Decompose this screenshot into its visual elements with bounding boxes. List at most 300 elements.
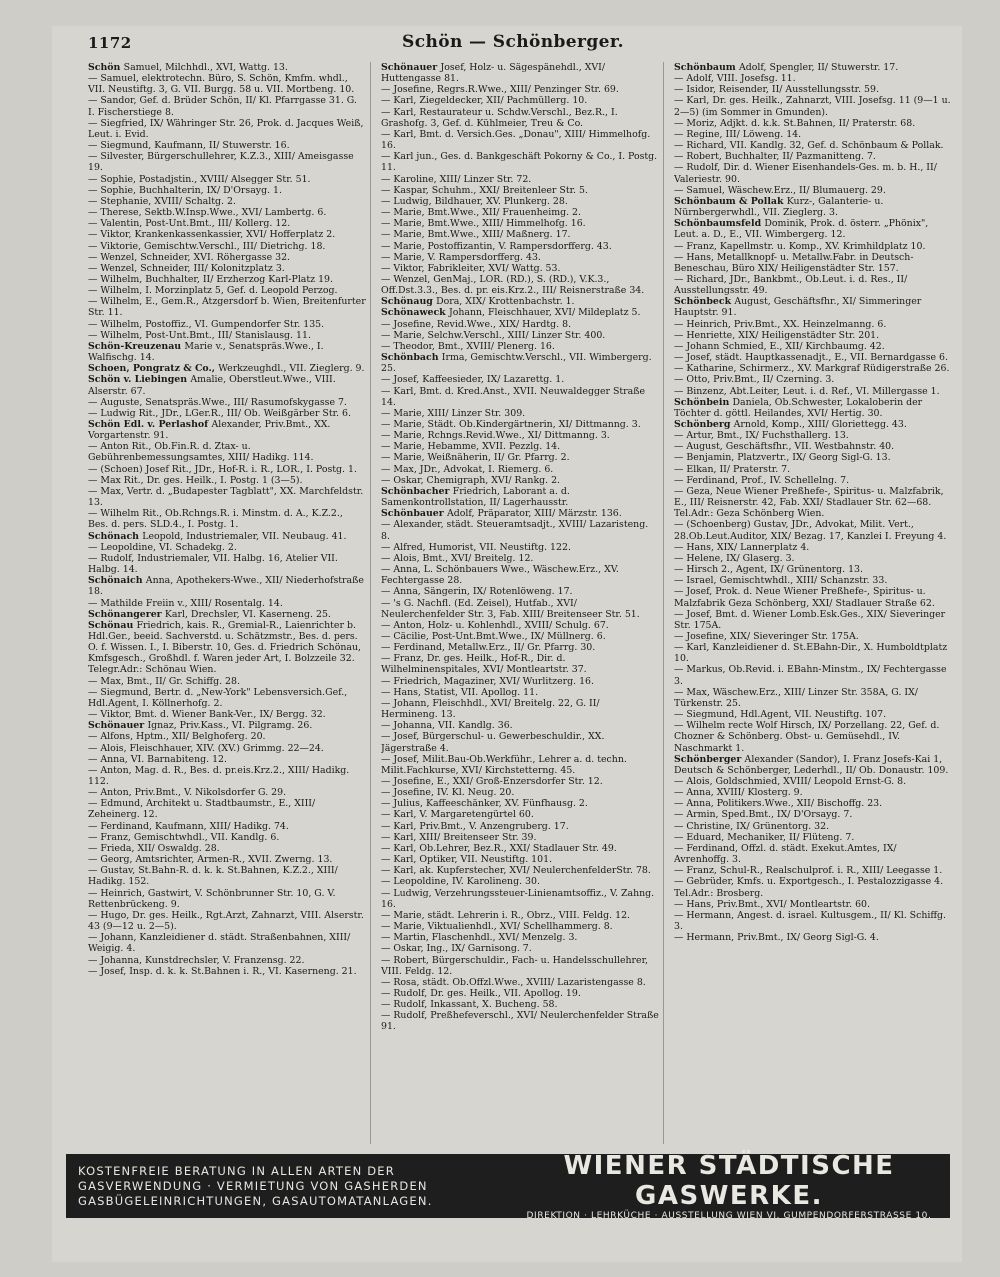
running-head: Schön — Schönberger. [402, 32, 624, 52]
entry-surname: Schönbacher [381, 485, 453, 497]
directory-entry [674, 73, 952, 84]
entry-details: — Karl, Bmt. d. Versich.Ges. „Donau", XIII/ Himmelhofg. 16. [381, 128, 651, 152]
directory-entry [88, 263, 366, 274]
entry-details: — Josefine, IV. Kl. Neug. 20. [381, 787, 515, 799]
directory-entry [674, 452, 952, 463]
directory-entry [88, 419, 366, 441]
directory-entry [381, 464, 659, 475]
entry-details: — Franz, Kapellmstr. u. Komp., XV. Krimhildplatz 10. [674, 240, 926, 252]
directory-entry [381, 452, 659, 463]
entry-details: — Hermann, Angest. d. israel. Kultusgem., II/ Kl. Schiffg. 3. [674, 909, 947, 933]
entry-details: — Ferdinand, Metallw.Erz., II/ Gr. Pfarrg. 30. [381, 642, 596, 654]
directory-entry [674, 95, 952, 117]
entry-details: — Gebrüder, Kmfs. u. Exportgesch., I. Pestalozzigasse 4. Tel.Adr.: Brosberg. [674, 876, 944, 899]
directory-entry [88, 441, 366, 463]
entry-details: — Josef, Milit.Bau-Ob.Werkführ., Lehrer a. d. techn. Milit.Fachkurse, XVI/ Kirchstetterng. 45. [381, 753, 627, 776]
entry-details: — Marie, Weißnäherin, II/ Gr. Pfarrg. 2. [381, 452, 570, 464]
entry-details: — Theodor, Bmt., XVIII/ Plenerg. 16. [381, 340, 555, 352]
directory-entry [381, 174, 659, 185]
directory-entry [381, 631, 659, 642]
entry-details: — Rudolf, Preßhefeverschl., XVI/ Neulerchenfelder Straße 91. [381, 1010, 659, 1033]
directory-entry [88, 531, 366, 542]
entry-surname: Schönauer [88, 720, 148, 732]
directory-entry [88, 397, 366, 408]
entry-details: — Friedrich, Magaziner, XVI/ Wurlitzerg. 16. [381, 675, 594, 687]
entry-details: Leopold, Industriemaler, VII. Neubaug. 41. [142, 530, 347, 542]
page-header [88, 32, 938, 58]
entry-details: Alexander (Sandor), I. Franz Josefs-Kai 1, Deutsch & Schönberger, Lederhdl., II/ Ob. Donaustr. 109. [674, 753, 949, 776]
entry-details: — Wenzel, Schneider, III/ Kolonitzplatz 3. [88, 262, 285, 274]
directory-entry [88, 330, 366, 341]
entry-details: — Heinrich, Priv.Bmt., XX. Heinzelmanng. 6. [674, 318, 887, 330]
entry-details: — Marie, Postoffizantin, V. Rampersdorfferg. 43. [381, 240, 612, 252]
directory-entry [381, 352, 659, 374]
entry-surname: Schönberg [674, 419, 734, 430]
directory-entry [674, 397, 952, 419]
directory-entry [674, 709, 952, 720]
directory-entry [88, 910, 366, 932]
directory-entry [88, 787, 366, 798]
entry-details: — Max, Bmt., II/ Gr. Schiffg. 28. [88, 675, 240, 687]
entry-surname: Schön [88, 62, 124, 73]
entry-details: — Wilhelm, I. Morzinplatz 5, Gef. d. Leopold Perzog. [88, 285, 338, 297]
entry-details: — Karl jun., Ges. d. Bankgeschäft Pokorny & Co., I. Postg. 11. [381, 151, 658, 174]
directory-entry [381, 542, 659, 553]
entry-details: — Marie, Selchw.Verschl., XIII/ Linzer Str. 400. [381, 329, 606, 341]
entry-details: — Karl, ak. Kupferstecher, XVI/ NeulerchenfelderStr. 78. [381, 865, 651, 877]
directory-entry [674, 218, 952, 240]
entry-details: — Johann, Fleischhdl., XVI/ Breitelg. 22, G. II/ Hermineng. 13. [381, 697, 600, 721]
directory-entry [674, 374, 952, 385]
directory-entry [381, 151, 659, 173]
entry-details: — Siegfried, IX/ Währinger Str. 26, Prok. d. Jacques Weiß, Leut. i. Evid. [88, 117, 364, 140]
ad-brand: WIENER STÄDTISCHE GASWERKE. [563, 1151, 895, 1211]
entry-details: — Karl, V. Margaretengürtel 60. [381, 809, 534, 821]
entry-details: — Artur, Bmt., IX/ Fuchsthallerg. 13. [674, 430, 849, 442]
entry-details: — Josef, Bürgerschul- u. Gewerbeschuldir., XX. Jägerstraße 4. [381, 731, 605, 754]
directory-entry [381, 419, 659, 430]
directory-entry [674, 776, 952, 787]
entry-details: August, Geschäftsfhr., XI/ Simmeringer Hauptstr. 91. [674, 296, 922, 319]
directory-entry [674, 419, 952, 430]
entry-surname: Schönaweck [381, 307, 449, 319]
entry-details: — Marie, Bmt.Wwe., XII/ Frauenheimg. 2. [381, 207, 582, 219]
entry-details: — Josef, Kaffeesieder, IX/ Lazarettg. 1. [381, 374, 565, 386]
entry-details: — Oskar, Chemigraph, XVI/ Rankg. 2. [381, 474, 561, 486]
directory-columns [88, 62, 952, 1144]
entry-details: — Therese, Sektb.W.Insp.Wwe., XVI/ Lambertg. 6. [88, 207, 327, 219]
directory-entry [674, 319, 952, 330]
directory-entry [88, 218, 366, 229]
directory-entry [381, 241, 659, 252]
entry-details: — Frieda, XII/ Oswaldg. 28. [88, 842, 220, 854]
ad-text [66, 1164, 508, 1209]
directory-entry [674, 631, 952, 642]
column-1 [88, 62, 371, 1144]
page-number: 1172 [88, 34, 132, 52]
entry-details: — Wilhelm, Post-Unt.Bmt., III/ Stanislausg. 11. [88, 329, 311, 341]
entry-details: — Rosa, städt. Ob.Offzl.Wwe., XVIII/ Lazaristengasse 8. [381, 976, 646, 988]
directory-entry [381, 196, 659, 207]
directory-entry [674, 553, 952, 564]
entry-surname: Schönauer [381, 62, 441, 73]
entry-details: — Hans, XIX/ Lannerplatz 4. [674, 541, 810, 553]
entry-details: — Geza, Neue Wiener Preßhefe-, Spiritus- u. Malzfabrik, E., III/ Reisnerstr. 42, Fab. XXI/ Stadlauer Str. 62—68. Tel.Adr.: Geza Schönberg Wien. [674, 485, 944, 520]
entry-details: — Max Rit., Dr. ges. Heilk., I. Postg. 1 (3—5). [88, 474, 303, 486]
entry-details: Samuel, Milchhdl., XVI, Wattg. 13. [123, 62, 288, 73]
directory-entry [88, 542, 366, 553]
directory-entry [674, 140, 952, 151]
entry-details: — Franz, Dr. ges. Heilk., Hof-R., Dir. d. Wilhelminenspitales, XVI/ Montleartstr. 37. [381, 653, 587, 676]
directory-entry [88, 174, 366, 185]
entry-details: — Anton, Mag. d. R., Bes. d. pr.eis.Krz.2., XIII/ Hadikg. 112. [88, 764, 350, 787]
directory-entry [381, 687, 659, 698]
entry-details: — Max, JDr., Advokat, I. Riemerg. 6. [381, 463, 554, 475]
directory-entry [88, 252, 366, 263]
entry-details: — Binzenz, Abt.Leiter, Leut. i. d. Ref., VI. Millergasse 1. [674, 385, 940, 397]
directory-entry [381, 519, 659, 541]
ad-subline: DIREKTION · LEHRKÜCHE · AUSSTELLUNG WIEN VI. GUMPENDORFERSTRASSE 10. [526, 1211, 932, 1221]
entry-details: Anna, Apothekers-Wwe., XII/ Niederhofstraße 18. [88, 575, 364, 598]
entry-details: — Josef, Insp. d. k. k. St.Bahnen i. R., VI. Kaserneng. 21. [88, 965, 357, 977]
entry-details: — Siegmund, Hdl.Agent, VII. Neustiftg. 107. [674, 709, 887, 721]
entry-details: — Wilhelm, Buchhalter, II/ Erzherzog Karl-Platz 19. [88, 273, 333, 285]
gasworks-advertisement [66, 1151, 950, 1221]
directory-entry [674, 129, 952, 140]
entry-details: — Adolf, VIII. Josefsg. 11. [674, 73, 796, 85]
directory-entry [88, 464, 366, 475]
entry-surname: Schönaich [88, 575, 146, 587]
entry-details: — Karoline, XIII/ Linzer Str. 72. [381, 173, 532, 185]
entry-details: — Edmund, Architekt u. Stadtbaumstr., E., XIII/ Zeheinerg. 12. [88, 798, 316, 821]
directory-entry [88, 508, 366, 530]
entry-details: — Franz, Schul-R., Realschulprof. i. R., XIII/ Leegasse 1. [674, 865, 943, 877]
directory-entry [88, 118, 366, 140]
entry-details: — Isidor, Reisender, II/ Ausstellungsstr. 59. [674, 84, 879, 96]
entry-details: — Karl, Ziegeldecker, XII/ Pachmüllerg. 10. [381, 95, 588, 107]
entry-details: — Marie, Bmt.Wwe., XIII/ Himmelhofg. 16. [381, 218, 586, 230]
entry-details: — Markus, Ob.Revid. i. EBahn-Minstm., IX/ Fechtergasse 3. [674, 664, 947, 687]
entry-details: — Josef, städt. Hauptkassenadjt., E., VII. Bernardgasse 6. [674, 352, 948, 364]
directory-entry [381, 95, 659, 106]
entry-details: — Siegmund, Kaufmann, II/ Stuwerstr. 16. [88, 140, 290, 152]
entry-details: Irma, Gemischtw.Verschl., VII. Wimbergerg. 25. [381, 352, 652, 375]
directory-entry [381, 843, 659, 854]
entry-details: — Marie, Rchngs.Revid.Wwe., XI/ Dittmanng. 3. [381, 430, 610, 442]
directory-entry [381, 754, 659, 776]
entry-details: — Rudolf, Inkassant, X. Bucheng. 58. [381, 999, 558, 1011]
directory-entry [381, 486, 659, 508]
entry-details: — Ferdinand, Offzl. d. städt. Exekut.Amtes, IX/ Avrenhoffg. 3. [674, 842, 897, 866]
entry-details: Friedrich, kais. R., Gremial-R., Laienrichter b. Hdl.Ger., beeid. Sachverstd. u. Schätzmstr., Bes. d. pers. O. f. Wissen. I., I. Biberstr. 10, Ges. d. Friedrich Schönau, Kmfsgesch., Großhdl. f. Waren jeder Art, I. Bolzzeile 32. Telegr.Adr.: Schönau Wien. [88, 619, 361, 676]
entry-details: — Viktor, Krankenkassenkassier, XVI/ Hofferplatz 2. [88, 229, 336, 241]
directory-entry [88, 486, 366, 508]
entry-details: — Karl, Dr. ges. Heilk., Zahnarzt, VIII. Josefsg. 11 (9—1 u. 2—5) (im Sommer in Gmunden). [674, 95, 951, 118]
entry-details: — Ludwig, Bildhauer, XV. Plunkerg. 28. [381, 195, 568, 207]
entry-details: — Ferdinand, Kaufmann, XIII/ Hadikg. 74. [88, 820, 289, 832]
directory-entry [88, 363, 366, 374]
directory-entry [88, 229, 366, 240]
directory-entry [674, 586, 952, 608]
entry-surname: Schönaug [381, 296, 437, 308]
directory-entry [674, 876, 952, 898]
directory-entry [674, 754, 952, 776]
entry-details: — Karl, Bmt. d. Kred.Anst., XVII. Neuwaldegger Straße 14. [381, 385, 646, 408]
entry-details: — (Schoen) Josef Rit., JDr., Hof-R. i. R., LOR., I. Postg. 1. [88, 463, 357, 475]
entry-details: — Karl, Kanzleidiener d. St.EBahn-Dir., X. Humboldtplatz 10. [674, 642, 948, 665]
directory-entry [674, 62, 952, 73]
directory-entry [674, 162, 952, 184]
directory-entry [381, 731, 659, 753]
entry-details: — Silvester, Bürgerschullehrer, K.Z.3., XIII/ Ameisgasse 19. [88, 151, 354, 174]
directory-entry [674, 542, 952, 553]
directory-entry [674, 564, 952, 575]
directory-entry [674, 151, 952, 162]
directory-entry [381, 341, 659, 352]
entry-surname: Schön v. Liebingen [88, 374, 191, 386]
entry-details: — Karl, Restaurateur u. Schdw.Verschl., Bez.R., I. Grashofg. 3, Gef. d. Kühlmeier, Treu & Co. [381, 106, 618, 129]
entry-details: — Anton, Priv.Bmt., V. Nikolsdorfer G. 29. [88, 787, 287, 799]
entry-details: Johann, Fleischhauer, XVI/ Mildeplatz 5. [448, 307, 641, 319]
directory-entry [381, 274, 659, 296]
directory-entry [674, 720, 952, 753]
directory-entry [381, 921, 659, 932]
entry-surname: Schönangerer [88, 608, 165, 620]
directory-entry [381, 107, 659, 129]
directory-entry [674, 664, 952, 686]
entry-details: Alexander, Priv.Bmt., XX. Vorgartenstr. 91. [88, 419, 331, 442]
entry-details: — Robert, Bürgerschuldir., Fach- u. Handelsschullehrer, VIII. Feldg. 12. [381, 954, 649, 977]
entry-details: — Martin, Flaschenhdl., XVI/ Menzelg. 3. [381, 932, 578, 944]
entry-surname: Schönbaum & Pollak [674, 195, 787, 207]
directory-entry [674, 609, 952, 631]
directory-entry [674, 809, 952, 820]
directory-entry [674, 798, 952, 809]
entry-details: — Alfred, Humorist, VII. Neustiftg. 122. [381, 541, 571, 553]
directory-entry [381, 653, 659, 675]
directory-entry [88, 865, 366, 887]
entry-details: — Wenzel, GenMaj., LOR. (RD.), S. (RD.), V.K.3., Off.Dst.3.3., Bes. d. pr. eis.Krz.2., III/ Reisnerstraße 34. [381, 273, 645, 297]
directory-entry [381, 508, 659, 519]
entry-details: — Robert, Buchhalter, II/ Pazmanitteng. 7. [674, 151, 876, 163]
directory-entry [88, 285, 366, 296]
entry-details: — Alfons, Hptm., XII/ Belghoferg. 20. [88, 731, 266, 743]
directory-entry [674, 386, 952, 397]
directory-entry [381, 386, 659, 408]
directory-entry [88, 798, 366, 820]
entry-details: — Georg, Amtsrichter, Armen-R., XVII. Zwerng. 13. [88, 854, 333, 866]
directory-entry [88, 185, 366, 196]
directory-entry [88, 241, 366, 252]
entry-details: — Moriz, Adjkt. d. k.k. St.Bahnen, II/ Praterstr. 68. [674, 117, 916, 129]
entry-surname: Schönau [88, 619, 137, 631]
directory-entry [381, 798, 659, 809]
directory-entry [88, 932, 366, 954]
entry-details: — Max, Wäschew.Erz., XIII/ Linzer Str. 358A, G. IX/ Türkenstr. 25. [674, 686, 918, 709]
directory-entry [674, 118, 952, 129]
directory-entry [381, 62, 659, 84]
entry-details: — Mathilde Freiin v., XIII/ Rosentalg. 14. [88, 597, 283, 609]
entry-surname: Schönberger [674, 753, 745, 765]
directory-entry [381, 943, 659, 954]
directory-entry [674, 352, 952, 363]
directory-entry [88, 62, 366, 73]
entry-details: — Johann Schmied, E., XII/ Kirchbaumg. 42. [674, 340, 885, 352]
entry-details: — Marie, XIII/ Linzer Str. 309. [381, 407, 526, 419]
directory-entry [381, 854, 659, 865]
entry-details: — Christine, IX/ Grünentorg. 32. [674, 820, 830, 832]
entry-details: Marie v., Senatspräs.Wwe., I. Walfischg. 14. [88, 340, 324, 364]
directory-entry [381, 252, 659, 263]
directory-entry [381, 988, 659, 999]
entry-details: — Alois, Bmt., XVI/ Breitelg. 12. [381, 552, 534, 564]
entry-details: — Henriette, XIX/ Heiligenstädter Str. 201. [674, 329, 880, 341]
directory-entry [381, 374, 659, 385]
directory-entry [674, 330, 952, 341]
directory-entry [88, 832, 366, 843]
entry-details: — Richard, JDr., Bankbmt., Ob.Leut. i. d. Res., II/ Ausstellungsstr. 49. [674, 273, 908, 297]
entry-details: — Ludwig, Verzehrungssteuer-Linienamtsoffiz., V. Zahng. 16. [381, 887, 655, 910]
directory-entry [381, 787, 659, 798]
directory-entry [674, 341, 952, 352]
directory-entry [381, 598, 659, 620]
directory-entry [381, 620, 659, 631]
directory-entry [381, 832, 659, 843]
directory-entry [381, 475, 659, 486]
entry-details: — Regine, III/ Löweng. 14. [674, 128, 802, 140]
entry-details: — Julius, Kaffeeschänker, XV. Fünfhausg. 2. [381, 798, 588, 810]
entry-surname: Schönbein [674, 396, 733, 408]
entry-details: Adolf, Präparator, XIII/ Märzstr. 136. [446, 508, 622, 520]
directory-entry [381, 185, 659, 196]
directory-entry [381, 910, 659, 921]
directory-entry [674, 464, 952, 475]
directory-entry [381, 955, 659, 977]
directory-entry [381, 698, 659, 720]
entry-details: Kurz-, Galanterie- u. Nürnbergerwhdl., VII. Zieglerg. 3. [674, 195, 884, 219]
entry-details: Friedrich, Laborant a. d. Samenkontrollstation, II/ Lagerhausstr. [381, 485, 570, 509]
directory-entry [381, 408, 659, 419]
directory-entry [674, 843, 952, 865]
entry-details: — Hans, Metallknopf- u. Metallw.Fabr. in Deutsch-Beneschau, Büro XIX/ Heiligenstädter Str. 157. [674, 251, 914, 274]
directory-entry [381, 430, 659, 441]
entry-details: — Wilhelm, E., Gem.R., Atzgersdorf b. Wien, Breitenfurter Str. 11. [88, 296, 366, 319]
directory-entry [88, 475, 366, 486]
entry-details: — Siegmund, Bertr. d. „New-York" Lebensversich.Gef., Hdl.Agent, I. Köllnerhofg. 2. [88, 686, 348, 709]
entry-details: — Karl, Priv.Bmt., V. Anzengruberg. 17. [381, 820, 569, 832]
directory-entry [88, 955, 366, 966]
entry-details: — Marie, städt. Lehrerin i. R., Obrz., VIII. Feldg. 12. [381, 909, 631, 921]
directory-entry [381, 888, 659, 910]
entry-details: Amalie, Oberstleut.Wwe., VIII. Alserstr. 67. [88, 374, 336, 397]
directory-entry [88, 95, 366, 117]
column-2 [381, 62, 664, 1144]
entry-details: — Karl, Optiker, VII. Neustiftg. 101. [381, 854, 553, 866]
entry-details: — Gustav, St.Bahn-R. d. k. k. St.Bahnen, K.Z.2., XIII/ Hadikg. 152. [88, 865, 338, 888]
directory-entry [381, 263, 659, 274]
directory-entry [88, 319, 366, 330]
directory-entry [381, 564, 659, 586]
directory-entry [381, 977, 659, 988]
column-3 [674, 62, 952, 1144]
directory-entry [674, 687, 952, 709]
entry-details: — Marie, Städt. Ob.Kindergärtnerin, XI/ Dittmanng. 3. [381, 419, 641, 430]
directory-entry [88, 720, 366, 731]
entry-details: — Richard, VII. Kandlg. 32, Gef. d. Schönbaum & Pollak. [674, 140, 944, 152]
entry-details: — Johann, Kanzleidiener d. städt. Straßenbahnen, XIII/ Weigig. 4. [88, 932, 351, 955]
directory-entry [88, 374, 366, 396]
directory-entry [674, 642, 952, 664]
directory-entry [381, 999, 659, 1010]
entry-details: — Rudolf, Dr. ges. Heilk., VII. Apollog. 19. [381, 987, 581, 999]
entry-details: — Wenzel, Schneider, XVI. Röhergasse 32. [88, 251, 291, 263]
directory-entry [88, 821, 366, 832]
directory-entry [381, 330, 659, 341]
directory-entry [381, 296, 659, 307]
entry-details: — Hermann, Priv.Bmt., IX/ Georg Sigl-G. 4. [674, 932, 879, 944]
entry-surname: Schönbauer [381, 508, 447, 520]
entry-surname: Schön Edl. v. Perlashof [88, 419, 212, 430]
directory-entry [88, 854, 366, 865]
directory-entry [88, 620, 366, 676]
entry-details: — Hans, Priv.Bmt., XVI/ Montleartstr. 60. [674, 898, 870, 910]
entry-details: — Anna, L. Schönbauers Wwe., Wäschew.Erz., XV. Fechtergasse 28. [381, 564, 619, 587]
entry-details: — Marie, Viktualienhdl., XVI/ Schellhammerg. 8. [381, 921, 613, 933]
entry-details: — Sophie, Buchhalterin, IX/ D'Orsayg. 1. [88, 184, 282, 196]
directory-entry [88, 151, 366, 173]
entry-details: — Alois, Fleischhauer, XIV. (XV.) Grimmg. 22—24. [88, 742, 324, 754]
entry-details: — Viktor, Fabrikleiter, XVI/ Wattg. 53. [381, 262, 561, 274]
directory-entry [674, 441, 952, 452]
entry-details: — Max, Vertr. d. „Budapester Tagblatt", XX. Marchfeldstr. 13. [88, 485, 364, 509]
directory-entry [381, 207, 659, 218]
directory-entry [381, 129, 659, 151]
directory-entry [674, 519, 952, 541]
directory-entry [674, 430, 952, 441]
directory-entry [88, 731, 366, 742]
entry-details: — (Schoenberg) Gustav, JDr., Advokat, Milit. Vert., 28.Ob.Leut.Auditor, XIX/ Bezag. 17, Kanzlei I. Freyung 4. [674, 519, 947, 542]
entry-details: — Sophie, Postadjstin., XVIII/ Alsegger Str. 51. [88, 173, 311, 185]
directory-entry [381, 229, 659, 240]
entry-details: — Auguste, Senatspräs.Wwe., III/ Rasumofskygasse 7. [88, 396, 347, 408]
directory-entry [88, 553, 366, 575]
entry-details: — Sandor, Gef. d. Brüder Schön, II/ Kl. Pfarrgasse 31. G. I. Fischerstiege 8. [88, 95, 357, 118]
directory-entry [88, 754, 366, 765]
entry-surname: Schönbaumsfeld [674, 218, 765, 230]
directory-entry [381, 1010, 659, 1032]
entry-details: — Josef, Prok. d. Neue Wiener Preßhefe-, Spiritus- u. Malzfabrik Geza Schönberg, XXI/ Stadlauer Straße 62. [674, 586, 935, 609]
entry-details: — Anna, XVIII/ Klosterg. 9. [674, 787, 803, 799]
entry-details: — Eduard, Mechaniker, II/ Flüteng. 7. [674, 831, 855, 843]
entry-details: — Hans, Statist, VII. Apollog. 11. [381, 686, 539, 698]
directory-entry [88, 296, 366, 318]
entry-details: — Anna, VI. Barnabiteng. 12. [88, 753, 227, 765]
entry-details: — Viktorie, Gemischtw.Verschl., III/ Dietrichg. 18. [88, 240, 326, 252]
entry-details: — Leopoldine, VI. Schadekg. 2. [88, 541, 237, 553]
directory-entry [88, 341, 366, 363]
entry-details: Arnold, Komp., XIII/ Gloriettegg. 43. [733, 419, 907, 430]
entry-details: — Karl, Ob.Lehrer, Bez.R., XXI/ Stadlauer Str. 49. [381, 842, 617, 854]
entry-details: — Armin, Sped.Bmt., IX/ D'Orsayg. 7. [674, 809, 853, 821]
entry-surname: Schoen, Pongratz & Co., [88, 363, 219, 375]
directory-entry [88, 709, 366, 720]
entry-details: — Karl, XIII/ Breitenseer Str. 39. [381, 831, 537, 843]
entry-details: — Anton, Holz- u. Kohlenhdl., XVIII/ Schulg. 67. [381, 619, 609, 631]
directory-entry [88, 196, 366, 207]
directory-entry [88, 575, 366, 597]
directory-page [52, 26, 962, 1262]
directory-entry [381, 876, 659, 887]
